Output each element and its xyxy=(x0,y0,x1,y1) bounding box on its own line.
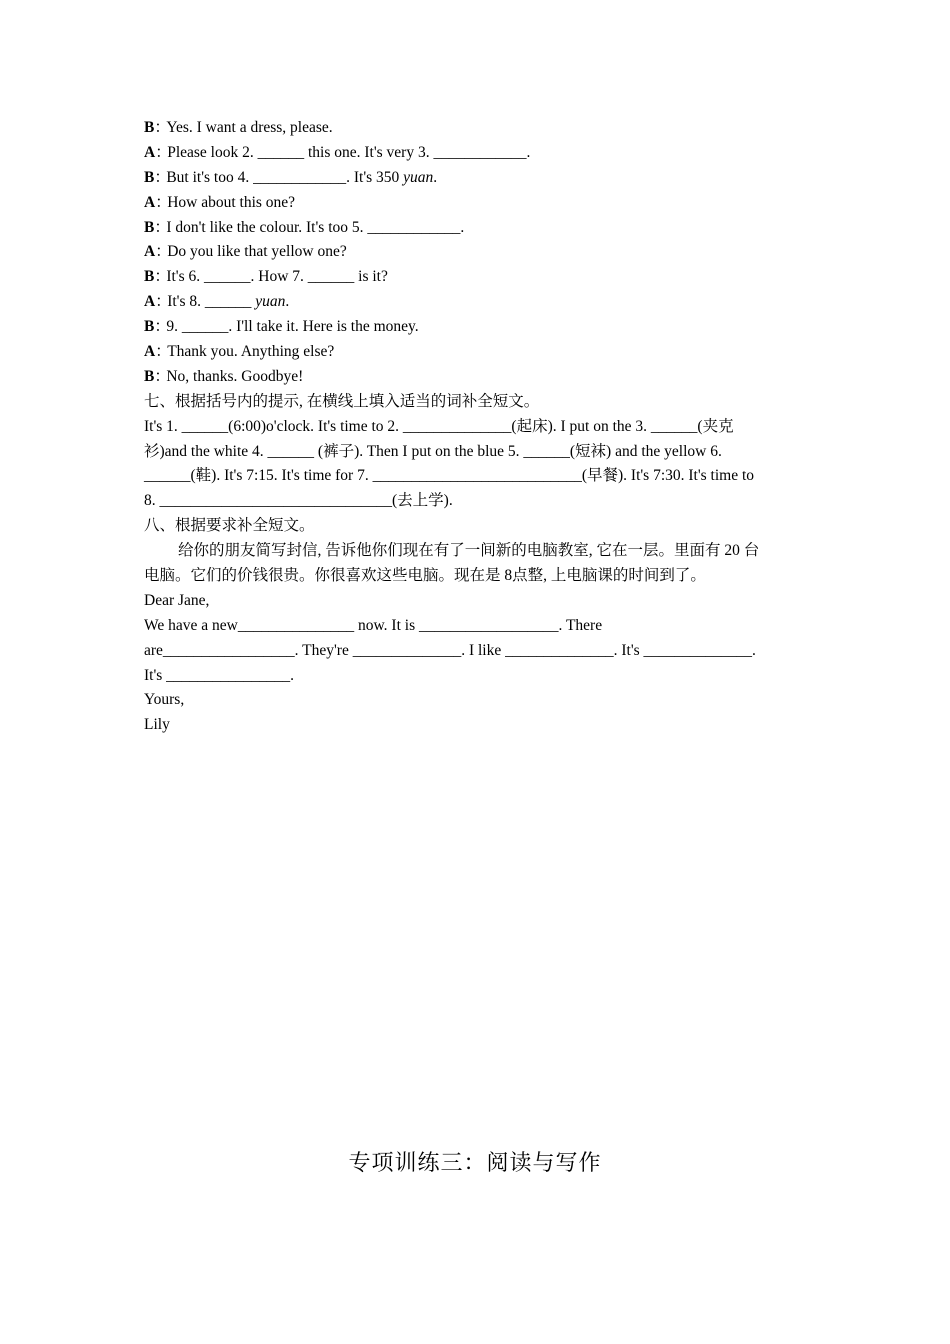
section7-line: ______(鞋). It's 7:15. It's time for 7. ___________________________(早餐). It's 7:30. It's time to xyxy=(144,467,755,485)
speaker-label: A xyxy=(144,243,156,261)
speaker-separator: ： xyxy=(154,119,170,136)
dialogue-text: It's 6. ______. How 7. ______ is it? xyxy=(166,268,388,286)
speaker-label: A xyxy=(144,293,156,311)
speaker-separator: ： xyxy=(155,293,171,311)
section8-instruction-line: 给你的朋友简写封信, 告诉他你们现在有了一间新的电脑教室, 它在一层。里面有 20 台 xyxy=(178,542,760,560)
dialogue-line xyxy=(144,141,816,166)
speaker-separator: ： xyxy=(154,367,170,385)
speaker-label: B xyxy=(144,318,155,336)
dialogue-line xyxy=(144,116,816,141)
dialogue-text: No, thanks. Goodbye! xyxy=(166,367,304,385)
speaker-label: A xyxy=(144,143,156,161)
dialogue-text: I don't like the colour. It's too 5. ____________. xyxy=(166,218,465,236)
speaker-separator: ： xyxy=(155,193,171,211)
dialogue-block xyxy=(144,116,816,390)
letter-line: We have a new_______________ now. It is __________________. There xyxy=(144,616,603,634)
speaker-label: B xyxy=(144,168,155,186)
speaker-label: A xyxy=(144,343,156,361)
dialogue-line xyxy=(144,216,816,241)
dialogue-text: It's 8. ______ xyxy=(167,293,256,311)
dialogue-line xyxy=(144,315,816,340)
section7-line: 衫)and the white 4. ______ (裤子). Then I put on the blue 5. ______(短袜) and the yellow 6. xyxy=(144,442,722,460)
dialogue-text: . xyxy=(285,293,290,311)
letter-line: are_________________. They're ______________. I like ______________. It's ______________. xyxy=(144,641,756,659)
speaker-separator: ： xyxy=(155,143,171,161)
dialogue-line xyxy=(144,191,816,216)
dialogue-text: Do you like that yellow one? xyxy=(167,243,347,261)
section7-line: 8. ______________________________(去上学). xyxy=(144,492,453,510)
letter-line: It's ________________. xyxy=(144,666,295,684)
letter-closing: Yours, xyxy=(144,691,185,709)
dialogue-line xyxy=(144,240,816,265)
speaker-separator: ： xyxy=(154,168,170,186)
worksheet-page xyxy=(144,116,816,738)
section7-line: It's 1. ______(6:00)o'clock. It's time to 2. ______________(起床). I put on the 3. ______(夹克 xyxy=(144,417,734,435)
section7-passage xyxy=(144,415,816,515)
dialogue-text: 9. ______. I'll take it. Here is the money. xyxy=(166,318,419,336)
dialogue-line xyxy=(144,365,816,390)
speaker-label: A xyxy=(144,193,156,211)
section-title: 专项训练三：阅读与写作 xyxy=(348,1150,602,1175)
letter-greeting: Dear Jane, xyxy=(144,591,210,609)
dialogue-line xyxy=(144,290,816,315)
dialogue-text: Yes. I want a dress, please. xyxy=(166,119,333,136)
speaker-separator: ： xyxy=(154,268,170,286)
section7-heading: 七、根据括号内的提示, 在横线上填入适当的词补全短文。 xyxy=(144,392,540,410)
speaker-separator: ： xyxy=(154,218,170,236)
speaker-label: B xyxy=(144,218,155,236)
speaker-separator: ： xyxy=(155,343,171,361)
speaker-separator: ： xyxy=(154,318,170,336)
section8-heading: 八、根据要求补全短文。 xyxy=(144,517,315,535)
letter-block xyxy=(144,589,816,738)
dialogue-text: Thank you. Anything else? xyxy=(167,343,335,361)
section8-instruction-line: 电脑。它们的价钱很贵。你很喜欢这些电脑。现在是 8点整, 上电脑课的时间到了。 xyxy=(144,567,706,585)
dialogue-line xyxy=(144,265,816,290)
letter-signature: Lily xyxy=(144,716,170,734)
italic-term: yuan xyxy=(255,293,286,311)
speaker-label: B xyxy=(144,367,155,385)
italic-term: yuan xyxy=(403,168,434,186)
speaker-label: B xyxy=(144,119,155,136)
dialogue-line xyxy=(144,166,816,191)
dialogue-text: How about this one? xyxy=(167,193,296,211)
dialogue-text: . xyxy=(433,168,438,186)
dialogue-line xyxy=(144,340,816,365)
dialogue-text: Please look 2. ______ this one. It's very 3. ____________. xyxy=(167,143,531,161)
dialogue-text: But it's too 4. ____________. It's 350 xyxy=(166,168,404,186)
speaker-separator: ： xyxy=(155,243,171,261)
speaker-label: B xyxy=(144,268,155,286)
